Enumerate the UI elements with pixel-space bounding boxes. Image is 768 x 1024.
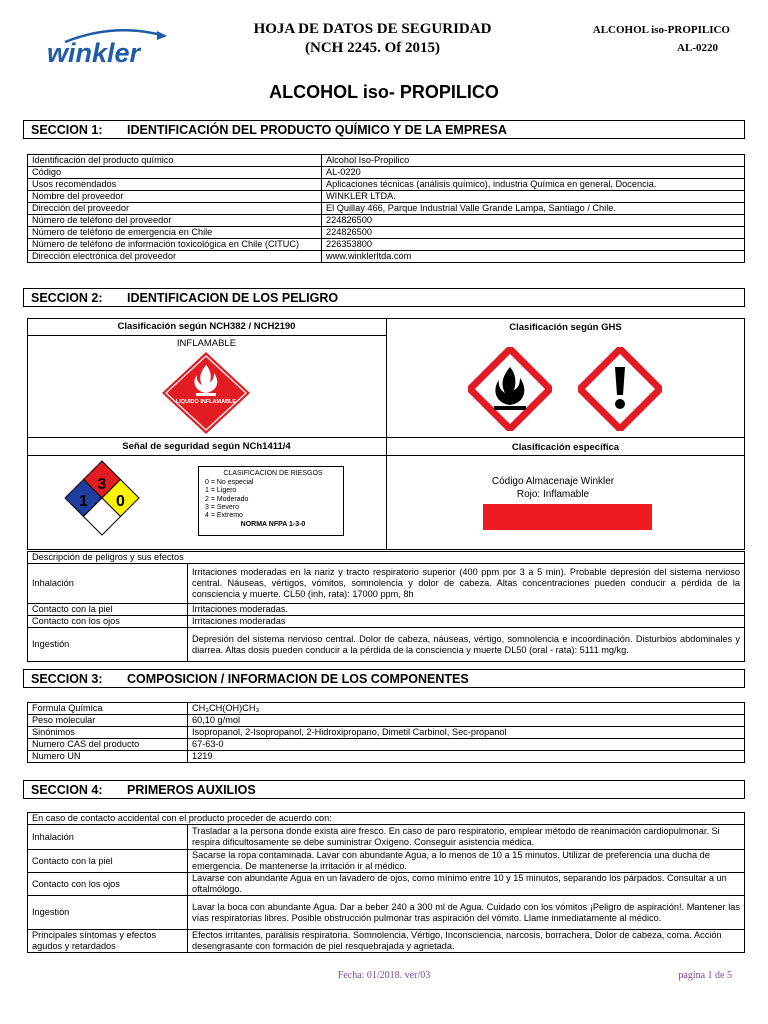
row-value: WINKLER LTDA. (322, 191, 745, 203)
footer-date: Fecha: 01/2018. ver/03 (337, 970, 431, 981)
row-label: Ingestión (28, 896, 188, 930)
winkler-storage (386, 475, 720, 501)
table-row (28, 813, 745, 825)
row-label: Dirección del proveedor (28, 203, 322, 215)
nfpa-legend (198, 466, 344, 536)
hazards-table (27, 551, 745, 662)
row-label: Usos recomendados (28, 179, 322, 191)
table-row (28, 191, 745, 203)
winkler-logo (45, 22, 175, 72)
row-label: Contacto con los ojos (28, 873, 188, 896)
winkler-color-label: Rojo: Inflamable (516, 489, 590, 500)
row-value: Aplicaciones técnicas (análisis químico), industria Química en general, Docencia. (322, 179, 745, 191)
section1-table (27, 154, 745, 263)
table-row (28, 552, 745, 564)
section4-number: SECCION 4: (31, 783, 103, 797)
table-row (28, 239, 745, 251)
row-label: Identificación del producto químico (28, 155, 322, 167)
row-value: CH₃CH(OH)CH₃ (188, 703, 745, 715)
table-row (28, 604, 745, 616)
row-label: Formula Química (28, 703, 188, 715)
table-row (28, 215, 745, 227)
header-product-code: AL-0220 (677, 42, 718, 54)
table-row (28, 825, 745, 850)
row-value: Isopropanol, 2-Isopropanol, 2-Hidroxipropano, Dimetil Carbinol, Sec-propanol (188, 727, 745, 739)
section3-table (27, 702, 745, 763)
row-label: Contacto con la piel (28, 604, 188, 616)
row-value: Irritaciones moderadas. (188, 604, 745, 616)
row-value: Irritaciones moderadas (188, 616, 745, 628)
section1-title: IDENTIFICACIÓN DEL PRODUCTO QUÍMICO Y DE LA EMPRESA (127, 123, 507, 137)
flammable-liquid-diamond-icon (160, 351, 252, 435)
table-row (28, 715, 745, 727)
row-label: Contacto con los ojos (28, 616, 188, 628)
row-value: Alcohol Iso-Propilico (322, 155, 745, 167)
row-value: 224826500 (322, 227, 745, 239)
table-row (28, 739, 745, 751)
row-value: 224826500 (322, 215, 745, 227)
legend-item: 4 = Extremo (205, 512, 243, 520)
table-row (28, 179, 745, 191)
row-value: www.winklerltda.com (322, 251, 745, 263)
row-value: El Quillay 466, Parque Industrial Valle Grande Lampa, Santiago / Chile. (322, 203, 745, 215)
row-label: Nombre del proveedor (28, 191, 322, 203)
table-row (28, 203, 745, 215)
logo-text: winkler (47, 38, 141, 68)
row-label: Numero CAS del producto (28, 739, 188, 751)
row-label: Contacto con la piel (28, 850, 188, 873)
section4-header (23, 780, 745, 799)
nch-classification-value: INFLAMABLE (176, 338, 237, 349)
table-row (28, 155, 745, 167)
nfpa-reactivity-value: 0 (116, 493, 125, 510)
table-row (28, 850, 745, 873)
legend-item: 1 = Ligero (205, 487, 237, 495)
legend-item: 3 = Severo (205, 503, 240, 511)
row-label: Ingestión (28, 628, 188, 662)
row-label: Código (28, 167, 322, 179)
table-row (28, 628, 745, 662)
section2-header (23, 288, 745, 307)
row-label: Principales síntomas y efectos agudos y retardados (28, 930, 188, 953)
nch-classification-title: Clasificación según NCH382 / NCH2190 (117, 321, 296, 332)
header-product-name: ALCOHOL iso-PROPILICO (592, 24, 730, 36)
table-row (28, 727, 745, 739)
table-row (28, 167, 745, 179)
ghs-classification-title: Clasificación según GHS (509, 322, 622, 333)
row-value: 1219 (188, 751, 745, 763)
table-row (28, 751, 745, 763)
section2-number: SECCION 2: (31, 291, 103, 305)
row-label: Peso molecular (28, 715, 188, 727)
footer-page: pagina 1 de 5 (678, 970, 732, 981)
table-row (28, 703, 745, 715)
row-value: Lavar la boca con abundante Agua. Dar a beber 240 a 300 ml de Agua. Cuidado con los vómitos ¡Peligro de aspiración!. Mantener las vías respiratorias libres. Posible obstrucción pulmonar tras aspiración del vómito. Llame inmediatamente al médico. (188, 896, 745, 930)
section4-title: PRIMEROS AUXILIOS (127, 783, 256, 797)
nfpa-diamond-icon (64, 460, 140, 536)
table-row (28, 896, 745, 930)
table-row (28, 564, 745, 604)
row-value: AL-0220 (322, 167, 745, 179)
ghs-exclamation-icon (578, 347, 662, 431)
table-row (28, 616, 745, 628)
legend-item: 0 = No especial (205, 479, 254, 487)
title-line2: (NCH 2245. Of 2015) (305, 40, 440, 56)
table-row (28, 930, 745, 953)
row-value: Trasladar a la persona donde exista aire fresco. En caso de paro respiratorio, emplear método de reanimación cardiopulmonar. Si respira dificultosamente se debe suministrar Oxígeno. Conseguir asistencia médica. (188, 825, 745, 850)
row-label: Numero UN (28, 751, 188, 763)
specific-classification-title: Clasificación específica (511, 442, 620, 453)
row-label: Inhalación (28, 564, 188, 604)
row-value: 226353800 (322, 239, 745, 251)
row-label: Inhalación (28, 825, 188, 850)
section1-number: SECCION 1: (31, 123, 103, 137)
section1-header (23, 120, 745, 139)
ghs-flame-icon (468, 347, 552, 431)
winkler-code-label: Código Almacenaje Winkler (491, 476, 615, 487)
row-value: 67-63-0 (188, 739, 745, 751)
row-value: Depresión del sistema nervioso central. Dolor de cabeza, náuseas, vértigo, somnolencia e incoordinación. Disturbios abdominales y diarrea. Altas dosis pueden conducir a la pérdida de la consciencia y muerte DL50 (oral - rata): 5111 mg/kg. (188, 628, 745, 662)
row-label: Número de teléfono de información toxicológica en Chile (CITUC) (28, 239, 322, 251)
signal-title: Señal de seguridad según NCh1411/4 (122, 441, 291, 452)
table-row (28, 227, 745, 239)
storage-color-swatch (483, 504, 652, 530)
nfpa-health-value: 1 (79, 493, 88, 510)
nfpa-fire-value: 3 (97, 476, 107, 493)
table-row (28, 873, 745, 896)
row-value: Irritaciones moderadas en la nariz y tracto respiratorio superior (400 ppm por 3 a 5 min). Probable depresión del sistema nervioso central. Náuseas, vértigos, vómitos, somnolencia y dolor de cabeza. Altas concentraciones pueden conducir a pérdida de la consciencia y muerte. CL50 (inh, rata): 17000 ppm, 8h (188, 564, 745, 604)
title-line1: HOJA DE DATOS DE SEGURIDAD (253, 21, 492, 37)
diamond-label: LIQUIDO INFLAMABLE (175, 399, 237, 405)
product-main-title: ALCOHOL iso- PROPILICO (269, 82, 499, 102)
legend-title: CLASIFICACION DE RIESGOS (223, 470, 323, 477)
hazards-header: Descripción de peligros y sus efectos (28, 552, 745, 564)
legend-item: 2 = Moderado (205, 495, 249, 503)
table-row (28, 251, 745, 263)
row-value: Efectos irritantes, parálisis respiratoria. Somnolencia, Vértigo, Inconsciencia, narcosis, borrachera, Dolor de cabeza, coma. Acción desengrasante con formación de piel resquebrajada y agrietada. (188, 930, 745, 953)
section4-table (27, 812, 745, 953)
row-value: 60,10 g/mol (188, 715, 745, 727)
row-label: Sinónimos (28, 727, 188, 739)
section3-number: SECCION 3: (31, 672, 103, 686)
section3-title: COMPOSICION / INFORMACION DE LOS COMPONENTES (127, 672, 469, 686)
row-value: Sacarse la ropa contaminada. Lavar con abundante Agua, a lo menos de 10 a 15 minutos. Utilizar de preferencia una ducha de emergencia. De mantenerse la irritación ir al médico. (188, 850, 745, 873)
row-label: Dirección electrónica del proveedor (28, 251, 322, 263)
row-label: Número de teléfono de emergencia en Chile (28, 227, 322, 239)
row-label: Número de teléfono del proveedor (28, 215, 322, 227)
section2-title: IDENTIFICACION DE LOS PELIGRO (127, 291, 339, 305)
row-value: Lavarse con abundante Agua en un lavadero de ojos, como mínimo entre 10 y 15 minutos, separando los párpados. Consultar a un oftalmólogo. (188, 873, 745, 896)
first-aid-intro: En caso de contacto accidental con el producto proceder de acuerdo con: (28, 813, 745, 825)
section3-header (23, 669, 745, 688)
document-title (230, 20, 515, 58)
legend-norm: NORMA NFPA 1-3-0 (240, 521, 306, 529)
